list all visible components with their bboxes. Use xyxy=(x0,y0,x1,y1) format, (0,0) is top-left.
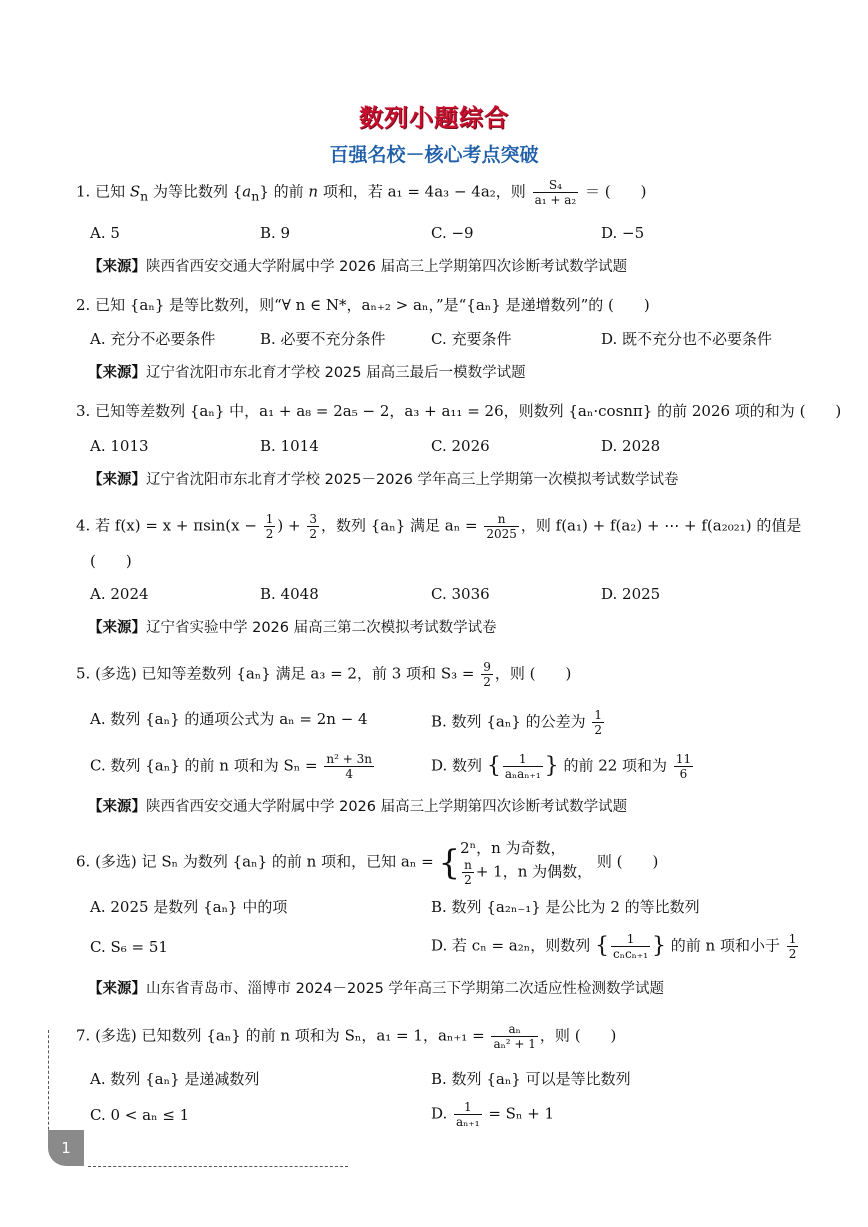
question-2-option-b: B. 必要不充分条件 xyxy=(260,330,386,348)
fraction: $\frac{\text{S₄}}{\text{a₁ + a₂}}$ xyxy=(534,178,577,207)
question-6-option-a: A. 2025 是数列 {aₙ} 中的项 xyxy=(90,898,288,916)
question-3-option-a: A. 1013 xyxy=(90,437,149,455)
question-4-option-c: C. 3036 xyxy=(431,585,490,603)
question-5-stem: 5. (多选) 已知等差数列 {aₙ} 满足 a₃ = 2，前 3 项和 S₃ = $\frac{9}{2}$ ，则 ( ) xyxy=(76,660,572,689)
fraction: $\frac{1}{\text{cₙcₙ₊₁}}$ xyxy=(613,932,648,961)
question-4-stem: 4. 若 f(x) = x + πsin(x − $\frac{1}{2}$ ) + $\frac{3}{2}$ ，数列 {aₙ} 满足 aₙ = $\frac{n}{2025}$ ，则 f(a₁) + f(a₂) + ⋯ + f(a₂₀₂₁) 的值是 xyxy=(76,512,802,541)
question-1-option-c: C. −9 xyxy=(431,224,474,242)
fraction: $\frac{3}{2}$ xyxy=(309,512,317,541)
question-1-source: 【来源】陕西省西安交通大学附属中学 2026 届高三上学期第四次诊断考试数学试题 xyxy=(88,259,628,275)
question-7-option-c: C. 0 < aₙ ≤ 1 xyxy=(90,1106,190,1124)
question-4-option-d: D. 2025 xyxy=(601,585,661,603)
fraction: $\frac{\text{n² + 3n}}{4}$ xyxy=(326,752,372,781)
dashed-border-vertical xyxy=(48,1030,49,1140)
question-1-stem: 1. 已知 $S_n$ 为等比数列 $\{a_n\}$ 的前 n 项和，若 a₁ = 4a₃ − 4a₂，则 $\frac{\text{S₄}}{\text{a₁ + a₂}}$ ＝ ( ) xyxy=(76,178,647,207)
question-5-source: 【来源】陕西省西安交通大学附属中学 2026 届高三上学期第四次诊断考试数学试题 xyxy=(88,799,628,815)
question-5-option-d: D. 数列 { $\frac{1}{\text{aₙaₙ₊₁}}$ } 的前 22 项和为 $\frac{11}{6}$ xyxy=(431,752,692,781)
question-7-option-d: D. $\frac{1}{\text{aₙ₊₁}}$ = Sₙ + 1 xyxy=(431,1100,555,1129)
question-4-option-b: B. 4048 xyxy=(260,585,319,603)
fraction: $\frac{1}{\text{aₙ₊₁}}$ xyxy=(456,1100,480,1129)
question-1-option-a: A. 5 xyxy=(90,224,120,242)
question-6-stem: 6. (多选) 记 Sₙ 为数列 {aₙ} 的前 n 项和，已知 aₙ = {2ⁿ，n 为奇数， $\frac{n}{2}$ + 1，n 为偶数， 则 ( ) xyxy=(76,839,659,887)
question-2-option-d: D. 既不充分也不必要条件 xyxy=(601,330,773,348)
fraction: $\frac{9}{2}$ xyxy=(483,660,491,689)
question-6-source: 【来源】山东省青岛市、淄博市 2024－2025 学年高三下学期第二次适应性检测数学试题 xyxy=(88,981,665,997)
question-5-option-b: B. 数列 {aₙ} 的公差为 $\frac{1}{2}$ xyxy=(431,708,603,737)
question-4-source: 【来源】辽宁省实验中学 2026 届高三第二次模拟考试数学试卷 xyxy=(88,620,497,636)
dashed-border-horizontal xyxy=(88,1166,348,1167)
question-2-option-a: A. 充分不必要条件 xyxy=(90,330,216,348)
fraction: $\frac{n}{2025}$ xyxy=(486,512,517,541)
question-5-option-c: C. 数列 {aₙ} 的前 n 项和为 Sₙ = $\frac{\text{n² + 3n}}{4}$ xyxy=(90,752,372,781)
piecewise-definition: 2ⁿ，n 为奇数， $\frac{n}{2}$ + 1，n 为偶数， xyxy=(460,839,593,887)
fraction: $\frac{11}{6}$ xyxy=(675,752,692,781)
question-1-option-b: B. 9 xyxy=(260,224,291,242)
fraction: $\frac{n}{2}$ xyxy=(464,858,472,887)
question-1-option-d: D. −5 xyxy=(601,224,645,242)
question-3-source: 【来源】辽宁省沈阳市东北育才学校 2025－2026 学年高三上学期第一次模拟考试数学试卷 xyxy=(88,472,679,488)
question-2-source: 【来源】辽宁省沈阳市东北育才学校 2025 届高三最后一模数学试题 xyxy=(88,365,526,381)
question-3-stem: 3. 已知等差数列 {aₙ} 中，a₁ + a₈ = 2a₅ − 2，a₃ + a₁₁ = 26，则数列 {aₙ·cosnπ} 的前 2026 项的和为 ( ) xyxy=(76,402,842,420)
question-7-option-a: A. 数列 {aₙ} 是递减数列 xyxy=(90,1070,260,1088)
fraction: $\frac{1}{2}$ xyxy=(265,512,274,541)
question-6-option-c: C. S₆ = 51 xyxy=(90,938,168,956)
fraction: $\frac{1}{2}$ xyxy=(788,932,797,961)
question-3-option-b: B. 1014 xyxy=(260,437,319,455)
question-2-stem: 2. 已知 {aₙ} 是等比数列，则“∀ n ∈ N*，aₙ₊₂ > aₙ，”是“{aₙ} 是递增数列”的 ( ) xyxy=(76,296,650,314)
question-5-option-a: A. 数列 {aₙ} 的通项公式为 aₙ = 2n − 4 xyxy=(90,710,368,728)
fraction: $\frac{1}{2}$ xyxy=(594,708,603,737)
question-3-option-c: C. 2026 xyxy=(431,437,490,455)
question-6-option-b: B. 数列 {a₂ₙ₋₁} 是公比为 2 的等比数列 xyxy=(431,898,700,916)
question-7-option-b: B. 数列 {aₙ} 可以是等比数列 xyxy=(431,1070,631,1088)
page-subtitle: 百强名校－核心考点突破 xyxy=(329,144,539,166)
question-4-option-a: A. 2024 xyxy=(90,585,149,603)
page-title: 数列小题综合 xyxy=(359,104,509,132)
question-2-option-c: C. 充要条件 xyxy=(431,330,512,348)
question-6-option-d: D. 若 cₙ = a₂ₙ，则数列 { $\frac{1}{\text{cₙcₙ₊₁}}$ } 的前 n 项和小于 $\frac{1}{2}$ xyxy=(431,932,797,961)
question-7-stem: 7. (多选) 已知数列 {aₙ} 的前 n 项和为 Sₙ，a₁ = 1，aₙ₊₁ = $\frac{\text{aₙ}}{\text{aₙ² + 1}}$ ，则 ( ) xyxy=(76,1022,617,1051)
page-number: 1 xyxy=(48,1130,84,1166)
fraction: $\frac{1}{\text{aₙaₙ₊₁}}$ xyxy=(504,752,541,781)
question-4-stem-cont: ( ) xyxy=(90,552,132,570)
fraction: $\frac{\text{aₙ}}{\text{aₙ² + 1}}$ xyxy=(493,1022,536,1051)
question-3-option-d: D. 2028 xyxy=(601,437,661,455)
